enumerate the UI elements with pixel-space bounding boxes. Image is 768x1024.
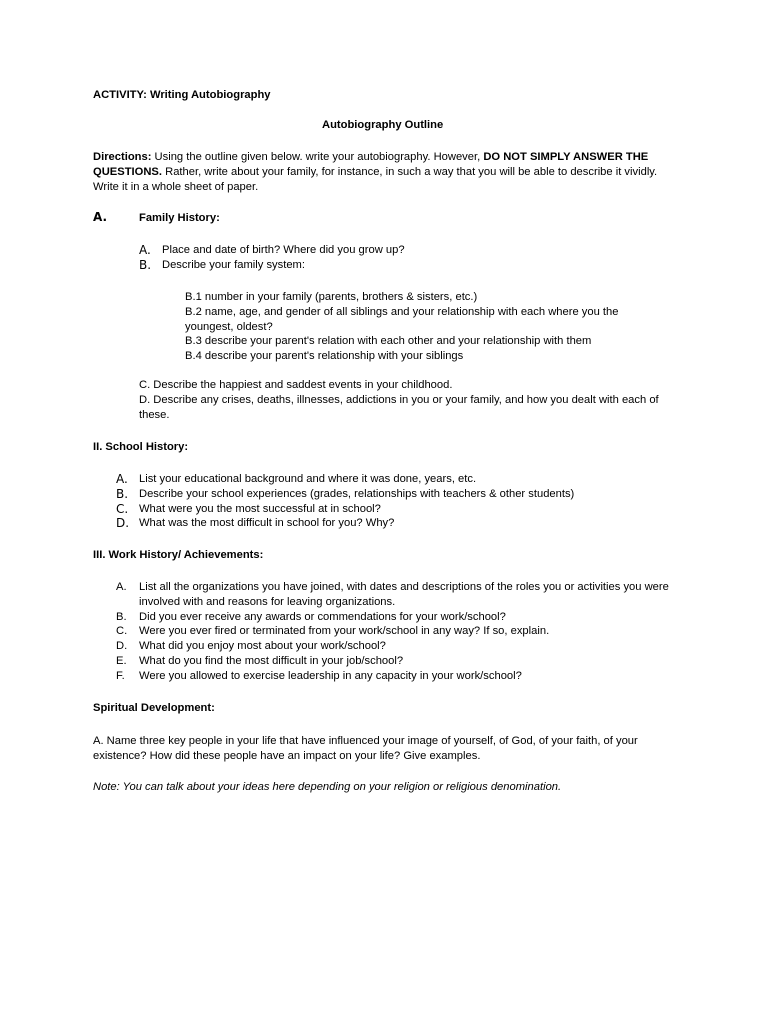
sub-list-item: B.3 describe your parent's relation with each other and your relationship with them	[185, 335, 592, 348]
list-item	[116, 654, 684, 669]
list-item: C. Describe the happiest and saddest events in your childhood.	[139, 379, 453, 391]
list-item-label: E.	[116, 654, 127, 667]
list-item-label: B.	[116, 610, 127, 623]
list-item-label: A.	[139, 243, 151, 257]
sub-list-item: B.4 describe your parent's relationship with your siblings	[185, 350, 464, 363]
list-item	[116, 502, 696, 517]
list-item-label: C.	[116, 501, 129, 516]
list-item	[116, 610, 684, 625]
list-item-text: What were you the most successful at in school?	[139, 502, 381, 515]
sub-list-item: B.1 number in your family (parents, brothers & sisters, etc.)	[185, 291, 478, 303]
family-sub-list	[185, 290, 655, 364]
list-item	[116, 580, 684, 610]
list-item-text: What was the most difficult in school for you? Why?	[139, 517, 395, 530]
family-section-heading: Family History:	[139, 212, 220, 224]
list-item	[116, 472, 696, 487]
list-item-text: What do you find the most difficult in your job/school?	[139, 654, 404, 667]
family-more-list	[139, 378, 684, 422]
list-item-text: Did you ever receive any awards or commendations for your work/school?	[139, 610, 506, 623]
spiritual-section-heading: Spiritual Development:	[93, 702, 215, 714]
list-item	[116, 669, 684, 684]
list-item	[116, 487, 696, 502]
activity-title: ACTIVITY: Writing Autobiography	[93, 89, 271, 101]
directions-paragraph	[93, 150, 683, 194]
list-item-label: D.	[116, 640, 128, 653]
list-item	[139, 258, 679, 273]
directions-label: Directions:	[93, 151, 152, 163]
list-item-label: A.	[116, 581, 127, 593]
note-text: Note: You can talk about your ideas here depending on your religion or religious denomination.	[93, 781, 562, 793]
list-item-text: Place and date of birth? Where did you grow up?	[162, 244, 405, 256]
list-item-label: D.	[116, 516, 130, 531]
outline-title: Autobiography Outline	[322, 119, 444, 131]
list-item-text: Describe your family system:	[162, 258, 305, 271]
spiritual-item: A. Name three key people in your life that have influenced your image of yourself, of God, of your faith, of your existence? How did these people have an impact on your life? Give examples.	[93, 735, 638, 762]
list-item-text: Describe your school experiences (grades, relationships with teachers & other students)	[139, 487, 575, 500]
list-item-label: B.	[116, 486, 129, 501]
directions-emphasis: DO NOT SIMPLY ANSWER THE QUESTIONS.	[93, 151, 649, 178]
work-section-heading: III. Work History/ Achievements:	[93, 549, 264, 561]
school-list	[116, 472, 696, 531]
directions-text-1: Using the outline given below. write your autobiography. However,	[151, 151, 484, 163]
list-item-label: A.	[116, 472, 128, 486]
family-section-letter: A.	[93, 210, 108, 224]
list-item: D. Describe any crises, deaths, illnesses, addictions in you or your family, and how you dealt with each of these.	[139, 393, 659, 421]
list-item	[139, 243, 679, 258]
list-item-text: List your educational background and where it was done, years, etc.	[139, 473, 477, 485]
school-section-heading: II. School History:	[93, 441, 189, 453]
sub-list-item: B.2 name, age, and gender of all siblings and your relationship with each where you the youngest, oldest?	[185, 305, 619, 333]
list-item-text: List all the organizations you have joined, with dates and descriptions of the roles you or activities you were involved with and reasons for leaving organizations.	[139, 581, 669, 608]
work-list	[116, 580, 684, 684]
family-list	[139, 243, 679, 273]
list-item-label: C.	[116, 625, 128, 638]
list-item	[116, 516, 696, 531]
list-item-text: Were you ever fired or terminated from your work/school in any way? If so, explain.	[139, 625, 550, 638]
directions-text-2: Rather, write about your family, for instance, in such a way that you will be able to describe it vividly. Write it in a whole sheet of paper.	[93, 165, 658, 193]
list-item	[116, 639, 684, 654]
list-item-text: Were you allowed to exercise leadership in any capacity in your work/school?	[139, 669, 522, 682]
list-item	[116, 624, 684, 639]
list-item-text: What did you enjoy most about your work/school?	[139, 640, 386, 653]
list-item-label: B.	[139, 257, 152, 272]
list-item-label: F.	[116, 669, 125, 682]
